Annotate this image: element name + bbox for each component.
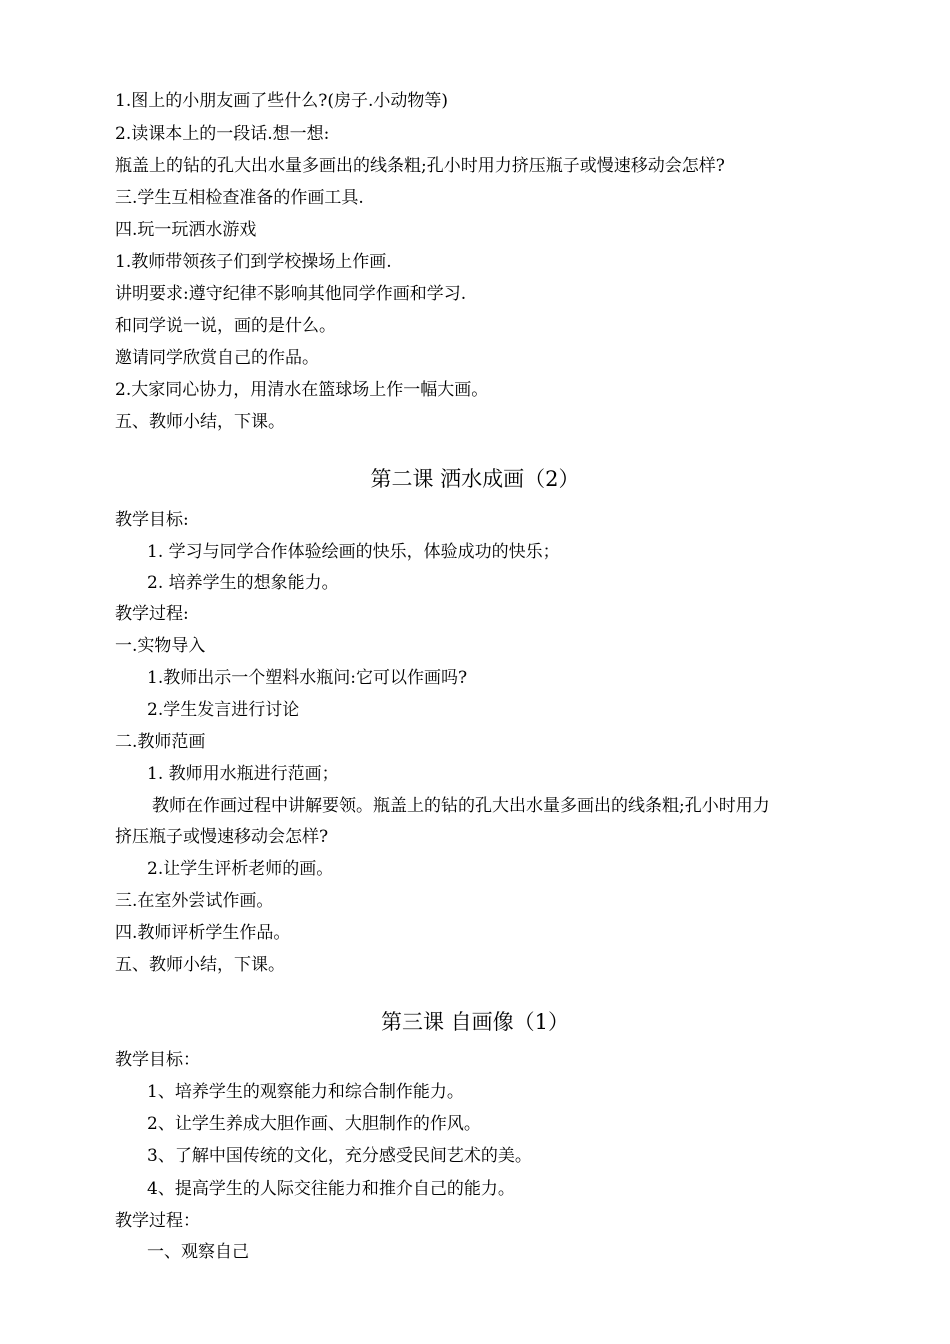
text-line: 2.让学生评析老师的画。: [147, 859, 334, 879]
text-line: 教师在作画过程中讲解要领。瓶盖上的钻的孔大出水量多画出的线条粗;孔小时用力: [152, 796, 770, 816]
lesson-title: 第二课 洒水成画（2）: [370, 467, 580, 491]
text-line: 二.教师范画: [115, 732, 206, 752]
text-line: 1.图上的小朋友画了些什么?(房子.小动物等): [115, 91, 449, 111]
text-line: 1.教师带领孩子们到学校操场上作画.: [115, 252, 392, 272]
text-line: 2.学生发言进行讨论: [147, 700, 300, 720]
text-line: 三.学生互相检查准备的作画工具.: [115, 188, 364, 208]
goal-item: 2. 培养学生的想象能力。: [147, 573, 339, 593]
section-label: 教学过程：: [115, 1211, 200, 1231]
text-line: 四.教师评析学生作品。: [115, 923, 291, 943]
goal-item: 1、培养学生的观察能力和综合制作能力。: [147, 1082, 464, 1102]
text-line: 和同学说一说，画的是什么。: [115, 316, 336, 336]
lesson-title: 第三课 自画像（1）: [380, 1010, 570, 1034]
goal-item: 2、让学生养成大胆作画、大胆制作的作风。: [147, 1114, 481, 1134]
text-line: 瓶盖上的钻的孔大出水量多画出的线条粗;孔小时用力挤压瓶子或慢速移动会怎样?: [115, 156, 725, 176]
text-line: 邀请同学欣赏自己的作品。: [115, 348, 319, 368]
section-label: 教学目标：: [115, 1050, 200, 1070]
text-line: 1.教师出示一个塑料水瓶问:它可以作画吗?: [147, 668, 468, 688]
text-line: 一、观察自己: [147, 1242, 249, 1262]
section-label: 教学目标:: [115, 510, 189, 530]
text-line: 2.大家同心协力，用清水在篮球场上作一幅大画。: [115, 380, 489, 400]
text-line: 2.读课本上的一段话.想一想:: [115, 124, 330, 144]
text-line: 挤压瓶子或慢速移动会怎样?: [115, 827, 329, 847]
text-line: 五、教师小结，下课。: [115, 412, 285, 432]
text-line: 三.在室外尝试作画。: [115, 891, 274, 911]
text-line: 五、教师小结，下课。: [115, 955, 285, 975]
text-line: 一.实物导入: [115, 636, 206, 656]
goal-item: 1. 学习与同学合作体验绘画的快乐，体验成功的快乐；: [147, 542, 560, 562]
goal-item: 3、了解中国传统的文化，充分感受民间艺术的美。: [147, 1146, 532, 1166]
goal-item: 4、提高学生的人际交往能力和推介自己的能力。: [147, 1179, 515, 1199]
text-line: 讲明要求:遵守纪律不影响其他同学作画和学习.: [115, 284, 467, 304]
section-label: 教学过程:: [115, 604, 189, 624]
text-line: 1. 教师用水瓶进行范画；: [147, 764, 339, 784]
text-line: 四.玩一玩洒水游戏: [115, 220, 257, 240]
